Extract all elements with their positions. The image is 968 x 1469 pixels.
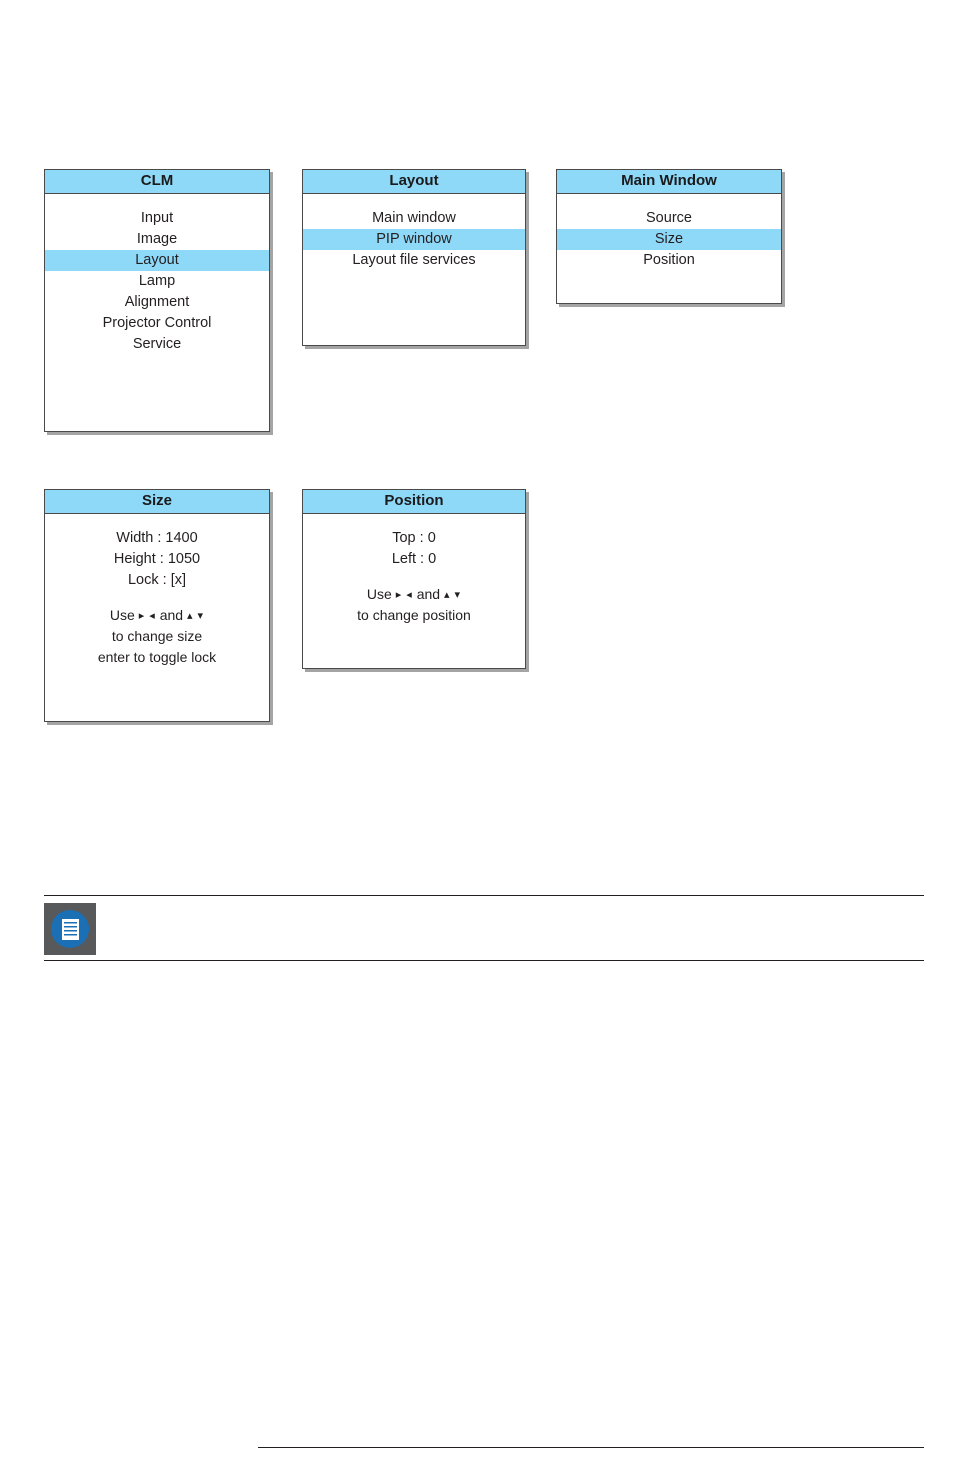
menu-item-input[interactable]: Input: [140, 210, 174, 226]
osd-panel-position: [302, 489, 526, 669]
size-value-height[interactable]: Height : 1050: [113, 551, 201, 567]
up-down-arrows-icon: ▴ ▾: [186, 609, 205, 622]
size-value-width[interactable]: Width : 1400: [116, 530, 198, 546]
menu-item-layout[interactable]: Layout: [45, 250, 269, 271]
osd-title-position: Position: [303, 490, 525, 514]
osd-panel-main-window: [556, 169, 782, 304]
osd-title-clm: CLM: [45, 170, 269, 194]
size-hint-line-1: [45, 605, 269, 626]
menu-item-size[interactable]: Size: [557, 229, 781, 250]
osd-panel-layout: [302, 169, 526, 346]
menu-item-source[interactable]: Source: [646, 210, 692, 226]
spacer: [303, 570, 525, 584]
hint-use-label: Use: [366, 586, 392, 602]
menu-item-position[interactable]: Position: [643, 252, 695, 268]
left-right-arrows-icon: ▸ ◂: [395, 588, 413, 601]
position-value-left[interactable]: Left : 0: [391, 551, 437, 567]
footer-rule: [258, 1447, 924, 1448]
osd-body-layout: [303, 194, 525, 271]
menu-item-image[interactable]: Image: [136, 231, 178, 247]
note-disc: [51, 910, 89, 948]
osd-body-position: [303, 514, 525, 626]
size-hint-line-3: enter to toggle lock: [97, 649, 217, 665]
size-hint-line-2: to change size: [111, 628, 203, 644]
osd-body-main-window: [557, 194, 781, 271]
position-value-top[interactable]: Top : 0: [392, 530, 436, 546]
osd-title-main-window: Main Window: [557, 170, 781, 194]
hint-and-label: and: [416, 586, 441, 602]
menu-item-service[interactable]: Service: [132, 336, 182, 352]
osd-body-clm: [45, 194, 269, 355]
osd-panel-clm: [44, 169, 270, 432]
document-icon: [62, 919, 79, 940]
spacer: [45, 591, 269, 605]
size-value-lock[interactable]: Lock : [x]: [127, 572, 187, 588]
menu-item-main-window[interactable]: Main window: [372, 210, 456, 226]
left-right-arrows-icon: ▸ ◂: [138, 609, 156, 622]
osd-panel-size: [44, 489, 270, 722]
position-hint-line-1: [303, 584, 525, 605]
osd-title-layout: Layout: [303, 170, 525, 194]
hint-and-label: and: [159, 607, 184, 623]
menu-item-layout-file-services[interactable]: Layout file services: [352, 252, 476, 268]
menu-item-alignment[interactable]: Alignment: [124, 294, 190, 310]
menu-item-pip-window[interactable]: PIP window: [303, 229, 525, 250]
note-top-rule: [44, 895, 924, 896]
osd-title-size: Size: [45, 490, 269, 514]
menu-item-projector-control[interactable]: Projector Control: [102, 315, 212, 331]
hint-use-label: Use: [109, 607, 135, 623]
up-down-arrows-icon: ▴ ▾: [443, 588, 462, 601]
position-hint-line-2: to change position: [357, 607, 471, 623]
menu-item-lamp[interactable]: Lamp: [138, 273, 176, 289]
note-icon: [44, 903, 96, 955]
osd-body-size: [45, 514, 269, 668]
note-bottom-rule: [44, 960, 924, 961]
